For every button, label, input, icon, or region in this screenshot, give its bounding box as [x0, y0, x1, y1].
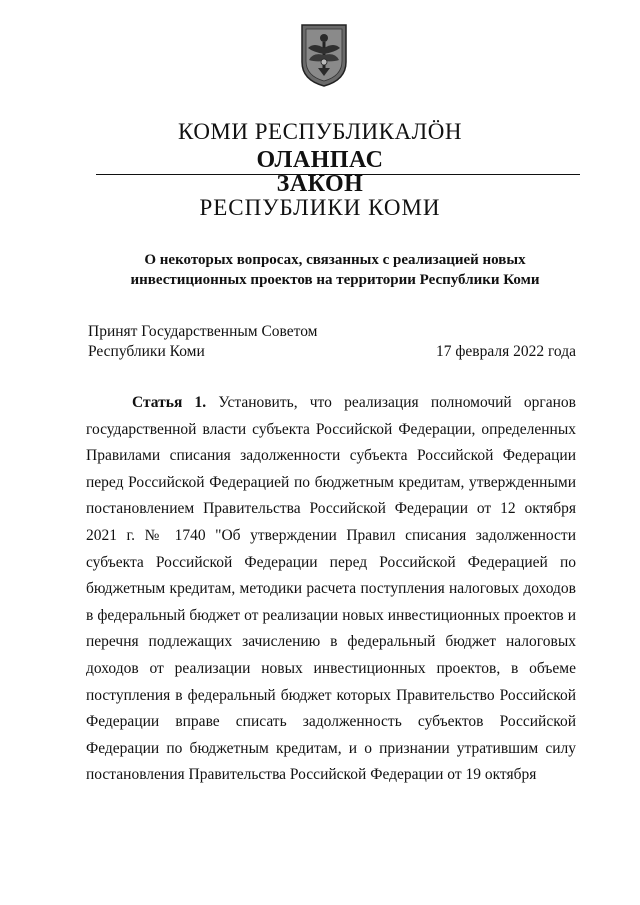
adoption-info	[88, 322, 348, 362]
article-1-text: Установить, что реализация полномочий органов государственной власти субъекта Российской Федерации, определенных Правилами списания задолженности субъекта Российской Федерации перед Российской Федерацией по бюджетным кредитам, утвержденными постановлением Правительства Российской Федерации от 12 октября 2021 г. № 1740 "Об утверждении Правил списания задолженности субъекта Российской Федерации перед Российской Федерацией по бюджетным кредитам, методики расчета поступления налоговых доходов в федеральный бюджет от реализации новых инвестиционных проектов и перечня подлежащих зачислению в федеральный бюджет налоговых доходов от реализации новых инвестиционных проектов, в объеме поступления в федеральный бюджет которых Правительство Российской Федерации вправе списать задолженность субъектов Российской Федерации по бюджетным кредитам, и о признании утратившим силу постановления Правительства Российской Федерации от 19 октября	[86, 394, 576, 784]
adoption-line1: Принят Государственным Советом	[88, 323, 318, 340]
coat-of-arms-icon	[299, 22, 349, 88]
article-1-label: Статья 1.	[132, 394, 207, 411]
adoption-date: 17 февраля 2022 года	[435, 343, 576, 360]
header-zakon: ЗАКОН	[276, 171, 364, 197]
header-olanpas: ОЛАНПАС	[256, 147, 384, 173]
document-title	[90, 250, 580, 290]
document-title-line2: инвестиционных проектов на территории Республики Коми	[130, 272, 540, 288]
document-title-line1: О некоторых вопросах, связанных с реализацией новых	[144, 252, 526, 268]
adoption-line2: Республики Коми	[88, 343, 205, 360]
article-1	[86, 390, 576, 789]
header-komi-line: КОМИ РЕСПУБЛИКАЛӦН	[178, 119, 462, 144]
header-respubliki: РЕСПУБЛИКИ КОМИ	[199, 195, 441, 220]
